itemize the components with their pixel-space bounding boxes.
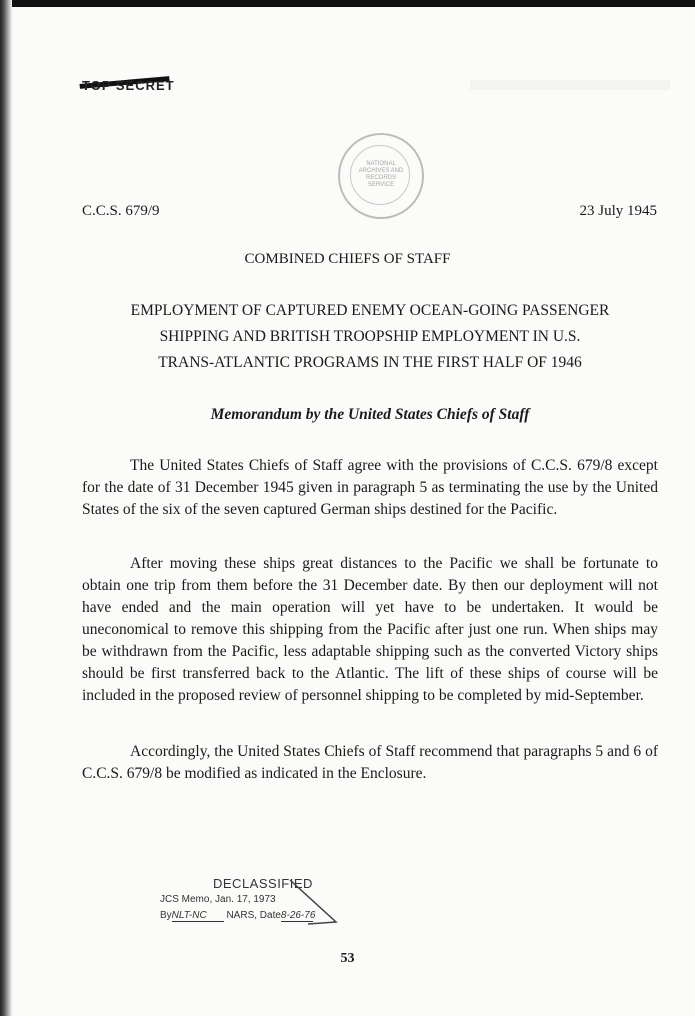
- body-paragraph: The United States Chiefs of Staff agree with the provisions of C.C.S. 679/8 except for the date of 31 December 1945 given in paragraph 5 as terminating the use by the United States of the six of the seven captured German ships destined for the Pacific.: [82, 457, 658, 518]
- by-label: By: [160, 910, 172, 921]
- scan-edge-top: [0, 0, 695, 7]
- stamp-arrow-icon: [288, 878, 340, 928]
- memo-subtitle: Memorandum by the United States Chiefs of Staff: [210, 406, 530, 423]
- title-line: EMPLOYMENT OF CAPTURED ENEMY OCEAN-GOING PASSENGER: [130, 302, 610, 319]
- agency-heading: COMBINED CHIEFS OF STAFF: [244, 251, 451, 267]
- declassified-heading: DECLASSIFIED: [213, 876, 313, 891]
- nars-label: NARS, Date: [226, 910, 281, 921]
- document-title: [80, 298, 660, 376]
- archives-stamp: [338, 133, 424, 219]
- document-code: C.C.S. 679/9: [82, 203, 160, 219]
- declassification-stamp: [160, 874, 350, 932]
- date-signature: 8-26-76: [280, 910, 316, 921]
- page-number: 53: [340, 951, 355, 966]
- by-signature: NLT-NC: [172, 910, 224, 922]
- archives-stamp-text: NATIONAL ARCHIVES AND RECORDS SERVICE: [358, 161, 404, 188]
- document-date: 23 July 1945: [579, 203, 657, 219]
- body-paragraph: Accordingly, the United States Chiefs of Staff recommend that paragraphs 5 and 6 of C.C.S. 679/8 be modified as indicated in the Enclosure.: [82, 743, 658, 782]
- bleed-through: [470, 80, 670, 91]
- body-paragraph: After moving these ships great distances to the Pacific we shall be fortunate to obtain one trip from them before the 31 December date. By then our deployment will not have ended and the main operation will yet have to be undertaken. It would be uneconomical to remove this shipping from the Pacific after just one run. When ships may be withdrawn from the Pacific, less adaptable shipping such as the converted Victory ships should be first transferred back to the Atlantic. The lift of these ships of course will be included in the proposed review of personnel shipping to be completed by mid-September.: [82, 555, 658, 704]
- classification-marking: TOP SECRET: [82, 78, 175, 93]
- scan-edge-left: [0, 0, 12, 1016]
- declassified-authority: JCS Memo, Jan. 17, 1973: [160, 894, 276, 905]
- title-line: SHIPPING AND BRITISH TROOPSHIP EMPLOYMENT IN U.S.: [159, 328, 581, 345]
- title-line: TRANS-ATLANTIC PROGRAMS IN THE FIRST HALF OF 1946: [158, 354, 582, 371]
